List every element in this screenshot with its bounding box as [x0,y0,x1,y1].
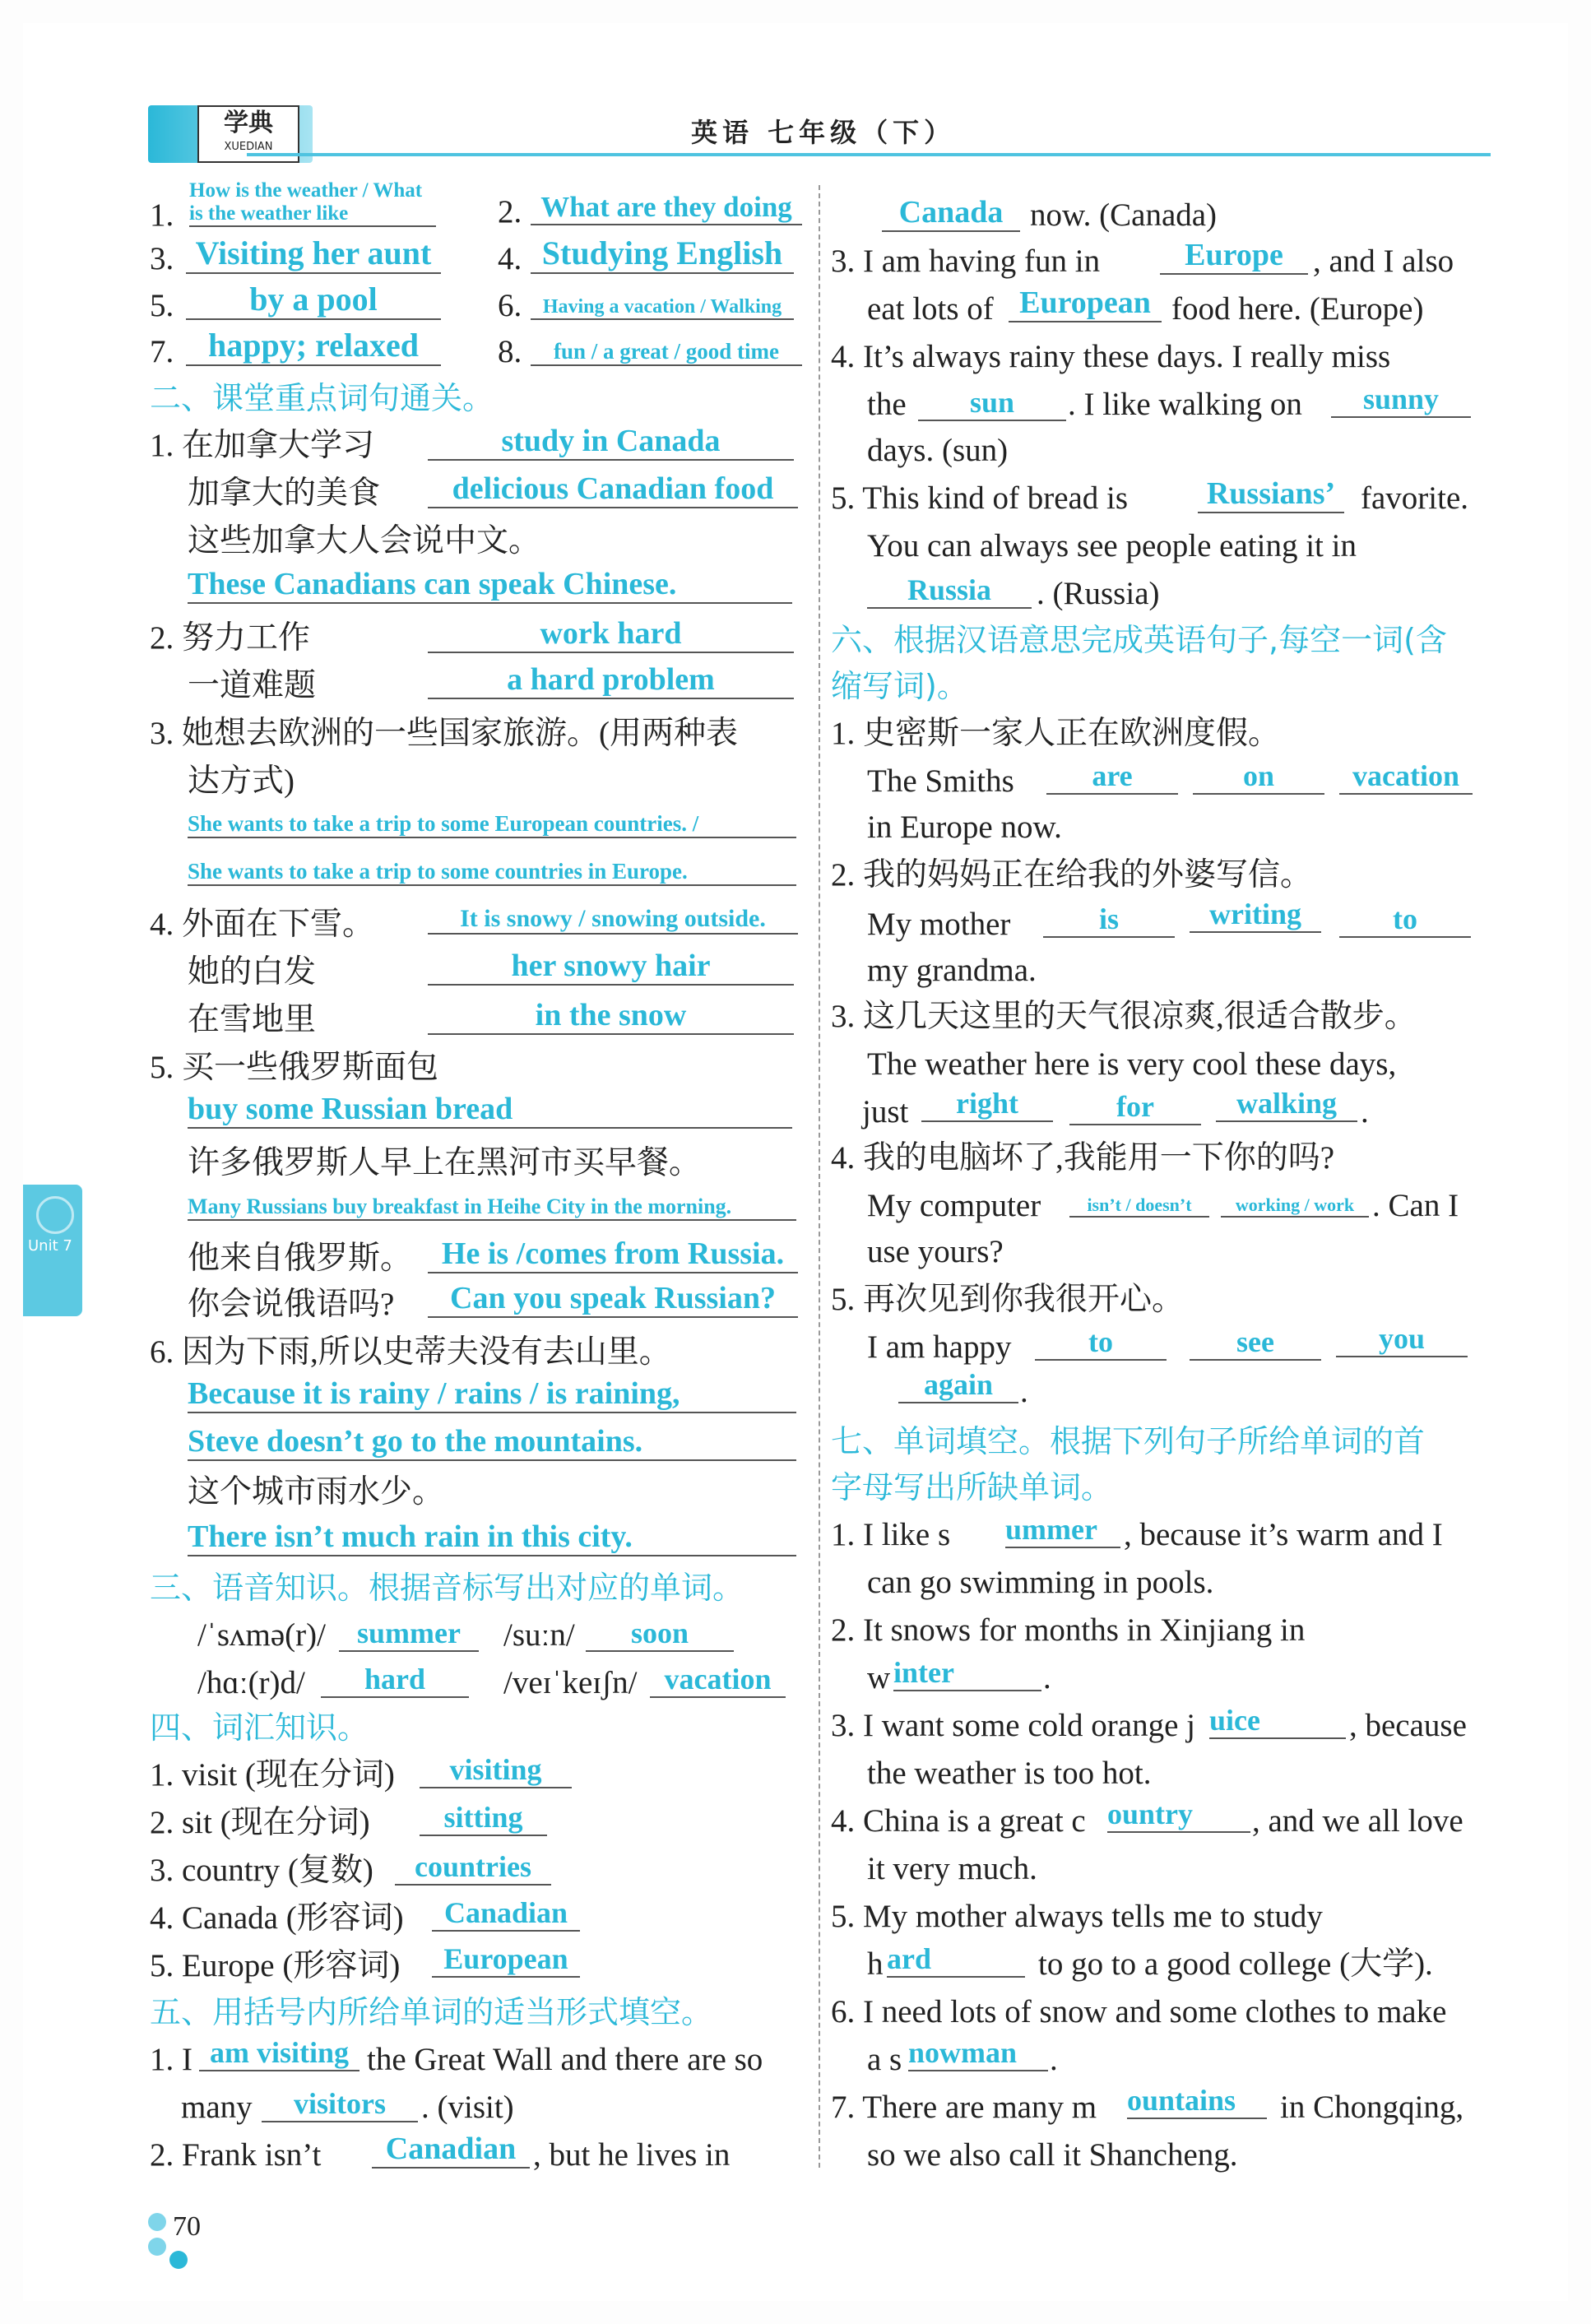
s2-a2b: a hard problem [428,661,794,699]
s6-3-en2: just [862,1094,909,1130]
s2-q4a: 4. 外面在下雪。 [150,907,375,942]
r5-c: You can always see people eating it in [867,528,1357,564]
s5-a2: Canadian [372,2131,530,2169]
s6-5-en: I am happy [867,1329,1012,1365]
s2-a3a: She wants to take a trip to some European countries. / [188,811,796,838]
s6-3-tail: . [1361,1094,1369,1130]
s3-ph-1: /ˈsʌmə(r)/ [197,1617,326,1653]
section-6-title-b: 缩写词)。 [831,668,968,704]
s4-q-3: 3. country (复数) [150,1853,373,1888]
s2-a6a: Because it is rainy / rains / is raining, [188,1375,796,1413]
s7-5-post: to go to a good college (大学). [1038,1946,1433,1982]
s4-ans-4: Canadian [432,1895,580,1932]
r0-ans: Canada [882,194,1020,232]
s5-l1d: . (visit) [421,2090,514,2125]
s7-1-ans: ummer [1005,1512,1120,1548]
s2-q2a: 2. 努力工作 [150,620,311,656]
s3-ph-4: /veɪˈkeɪʃn/ [503,1665,638,1700]
s4-q-2: 2. sit (现在分词) [150,1805,370,1840]
s7-6-post: . [1050,2042,1058,2077]
page-header-title: 英语 七年级（下） [691,117,956,148]
r3-a: 3. I am having fun in [831,244,1101,279]
s7-6-pre: 6. I need lots of snow and some clothes to make [831,1994,1447,2029]
s6-3-cn: 3. 这几天这里的天气很凉爽,很适合散步。 [831,999,1417,1034]
s6-5-tail: . [1020,1374,1028,1409]
unit-label: Unit 7 [28,1237,72,1255]
s6-2-a1: is [1043,902,1175,938]
left-item-6-num: 6. [498,288,522,323]
s7-4-pre: 4. China is a great c [831,1803,1086,1839]
s7-5-ans: ard [887,1941,1025,1978]
s6-4-en: My computer [867,1188,1041,1223]
s6-1-a1: are [1046,758,1178,795]
s6-1-tail: in Europe now. [867,809,1062,845]
s3-ans-3: hard [321,1662,469,1698]
s2-a3b: She wants to take a trip to some countries in Europe. [188,859,796,886]
r3-ans1: Europe [1160,237,1308,275]
left-item-7-num: 7. [150,334,174,369]
s6-5-a2: see [1190,1324,1321,1361]
s7-1-post: , because it’s warm and I [1124,1517,1443,1552]
s2-a6c: There isn’t much rain in this city. [188,1519,796,1556]
s7-1-pre: 1. I like s [831,1517,951,1552]
s7-7-ans: ountains [1127,2083,1267,2119]
s6-3-a2: for [1069,1089,1201,1125]
s4-ans-1: visiting [420,1752,572,1788]
r4-ans2: sunny [1331,382,1471,418]
s2-q6b: 这个城市雨水少。 [188,1474,445,1510]
s7-5-pre: 5. My mother always tells me to study [831,1899,1323,1934]
s3-ans-4: vacation [650,1662,786,1698]
section-2-title: 二、课堂重点词句通关。 [150,380,494,416]
left-item-1-ans: How is the weather / What is the weather like [189,179,436,227]
r3-b: , and I also [1313,244,1454,279]
s7-3-next: the weather is too hot. [867,1756,1152,1791]
unit-side-tab [23,1185,82,1316]
s5-a1a: am visiting [199,2035,359,2071]
s2-q5a: 5. 买一些俄罗斯面包 [150,1050,439,1085]
s5-a1b: visitors [262,2086,418,2122]
s5-l1c: many [181,2090,253,2125]
s2-a4a: It is snowy / snowing outside. [428,905,798,935]
r5-ans2: Russia [867,573,1032,609]
s6-4-a2: working / work [1221,1194,1369,1218]
s2-q3b: 达方式) [188,763,295,799]
left-item-6-ans: Having a vacation / Walking [531,296,794,320]
section-5-title: 五、用括号内所给单词的适当形式填空。 [150,1994,713,2030]
s2-a5d: Can you speak Russian? [428,1280,798,1318]
s6-2-a2: writing [1190,897,1321,933]
s6-5-a1: to [1035,1324,1167,1361]
s2-a4c: in the snow [428,997,794,1035]
s2-q5b: 许多俄罗斯人早上在黑河市买早餐。 [188,1145,702,1181]
s6-2-cn: 2. 我的妈妈正在给我的外婆写信。 [831,857,1313,893]
s2-q5c: 他来自俄罗斯。 [188,1241,413,1276]
section-3-title: 三、语音知识。根据音标写出对应的单词。 [150,1570,744,1606]
s2-a1c: These Canadians can speak Chinese. [188,566,792,604]
logo-cn: 学典 [224,109,273,137]
s4-q-5: 5. Europe (形容词) [150,1948,401,1983]
s7-2-pre: 2. It snows for months in Xinjiang in [831,1612,1306,1648]
s7-7-pre: 7. There are many m [831,2090,1097,2125]
section-7-title-b: 字母写出所缺单词。 [831,1469,1113,1505]
s6-5-a3: you [1336,1321,1468,1357]
s3-ans-2: soon [586,1616,734,1652]
s7-3-pre: 3. I want some cold orange j [831,1708,1195,1743]
s2-a1b: delicious Canadian food [428,471,798,508]
r3-c: eat lots of [867,291,994,327]
s2-q4b: 她的白发 [188,954,317,990]
s5-l1b: the Great Wall and there are so [367,2042,763,2077]
r3-ans2: European [1009,285,1162,322]
section-4-title: 四、词汇知识。 [150,1709,369,1746]
left-item-3-num: 3. [150,241,174,276]
s4-ans-3: countries [395,1849,551,1886]
s2-a2a: work hard [428,615,794,653]
s7-3-ans: uice [1209,1703,1346,1739]
s4-q-4: 4. Canada (形容词) [150,1900,404,1936]
left-item-5-ans: by a pool [186,280,441,320]
s3-ph-3: /hɑː(r)d/ [197,1665,305,1700]
section-6-title-a: 六、根据汉语意思完成英语句子,每空一词(含 [831,622,1447,658]
s2-q2b: 一道难题 [188,668,317,703]
r4-c: . I like walking on [1068,387,1302,422]
s2-q1a: 1. 在加拿大学习 [150,428,375,463]
s6-4-a1: isn’t / doesn’t [1069,1194,1209,1218]
s2-q1c: 这些加拿大人会说中文。 [188,523,541,559]
s5-l2a: 2. Frank isn’t [150,2137,322,2173]
s2-q5d: 你会说俄语吗? [188,1287,395,1322]
s7-5-pre2: h [867,1946,884,1982]
s2-a5a: buy some Russian bread [188,1091,792,1129]
logo-en: XUEDIAN [224,141,273,153]
s2-q1b: 加拿大的美食 [188,475,381,511]
s6-2-en: My mother [867,907,1011,942]
r4-d: days. (sun) [867,433,1009,468]
left-item-8-num: 8. [498,334,522,369]
left-item-1-num: 1. [150,197,174,233]
s7-4-post: , and we all love [1252,1803,1463,1839]
s7-6-ans: nowman [908,2035,1048,2071]
s6-1-a3: vacation [1339,758,1473,795]
s2-a4b: her snowy hair [428,948,794,986]
s6-3-en: The weather here is very cool these days, [867,1046,1397,1082]
s6-1-a2: on [1193,758,1324,795]
s3-ans-1: summer [339,1616,479,1652]
s2-q6a: 6. 因为下雨,所以史蒂夫没有去山里。 [150,1334,671,1370]
s7-2-post: . [1043,1660,1051,1695]
r5-a: 5. This kind of bread is [831,480,1129,516]
s6-3-a3: walking [1216,1086,1357,1122]
s7-2-pre2: w [867,1660,891,1695]
s7-7-post: in Chongqing, [1280,2090,1464,2125]
s6-4-tail: . Can I [1372,1188,1459,1223]
s2-q3: 3. 她想去欧洲的一些国家旅游。(用两种表 [150,716,738,751]
s2-a6b: Steve doesn’t go to the mountains. [188,1423,796,1461]
s7-3-post: , because [1349,1708,1467,1743]
s5-l1a: 1. I [150,2042,192,2077]
r5-ans1: Russians’ [1198,475,1344,513]
s2-a5b: Many Russians buy breakfast in Heihe City in the morning. [188,1194,796,1221]
s6-1-cn: 1. 史密斯一家人正在欧洲度假。 [831,716,1281,751]
left-item-3-ans: Visiting her aunt [186,234,441,274]
s4-q-1: 1. visit (现在分词) [150,1757,395,1793]
s6-4-tail2: use yours? [867,1234,1004,1269]
s6-5-a4: again [898,1367,1018,1403]
r4-a: 4. It’s always rainy these days. I really miss [831,339,1391,374]
left-item-4-num: 4. [498,241,522,276]
s6-4-cn: 4. 我的电脑坏了,我能用一下你的吗? [831,1140,1335,1176]
s7-4-next: it very much. [867,1851,1037,1886]
r0-tail: now. (Canada) [1030,197,1218,233]
s3-ph-2: /suːn/ [503,1617,575,1653]
s7-4-ans: ountry [1107,1797,1250,1833]
left-item-4-ans: Studying English [531,234,794,274]
s6-2-a3: to [1339,902,1471,938]
r4-ans1: sun [918,385,1066,421]
s4-ans-2: sitting [420,1800,547,1836]
s7-7-next: so we also call it Shancheng. [867,2137,1238,2173]
s2-a1a: study in Canada [428,423,794,461]
s2-q4c: 在雪地里 [188,1002,317,1037]
wing-icon [36,1196,74,1234]
s5-l2b: , but he lives in [533,2137,731,2173]
s6-5-cn: 5. 再次见到你我很开心。 [831,1282,1185,1317]
s4-ans-5: European [432,1941,580,1978]
s6-1-en: The Smiths [867,763,1014,799]
r5-d: . (Russia) [1037,576,1160,611]
s7-1-next: can go swimming in pools. [867,1565,1214,1600]
page-number: 70 [173,2211,201,2242]
header-rule [247,153,1491,156]
s6-2-tail: my grandma. [867,953,1037,988]
s6-3-a1: right [921,1086,1053,1122]
r5-b: favorite. [1361,480,1469,516]
r3-d: food here. (Europe) [1171,291,1424,327]
left-item-2-num: 2. [498,194,522,230]
column-divider [819,185,820,2168]
left-item-5-num: 5. [150,288,174,323]
s7-6-pre2: a s [867,2042,902,2077]
left-item-8-ans: fun / a great / good time [531,339,802,366]
left-item-7-ans: happy; relaxed [186,326,441,366]
section-7-title-a: 七、单词填空。根据下列句子所给单词的首 [831,1423,1426,1459]
r4-b: the [867,387,907,422]
s7-2-ans: inter [893,1655,1041,1691]
s2-a5c: He is /comes from Russia. [428,1236,798,1273]
left-item-2-ans: What are they doing [531,191,802,225]
